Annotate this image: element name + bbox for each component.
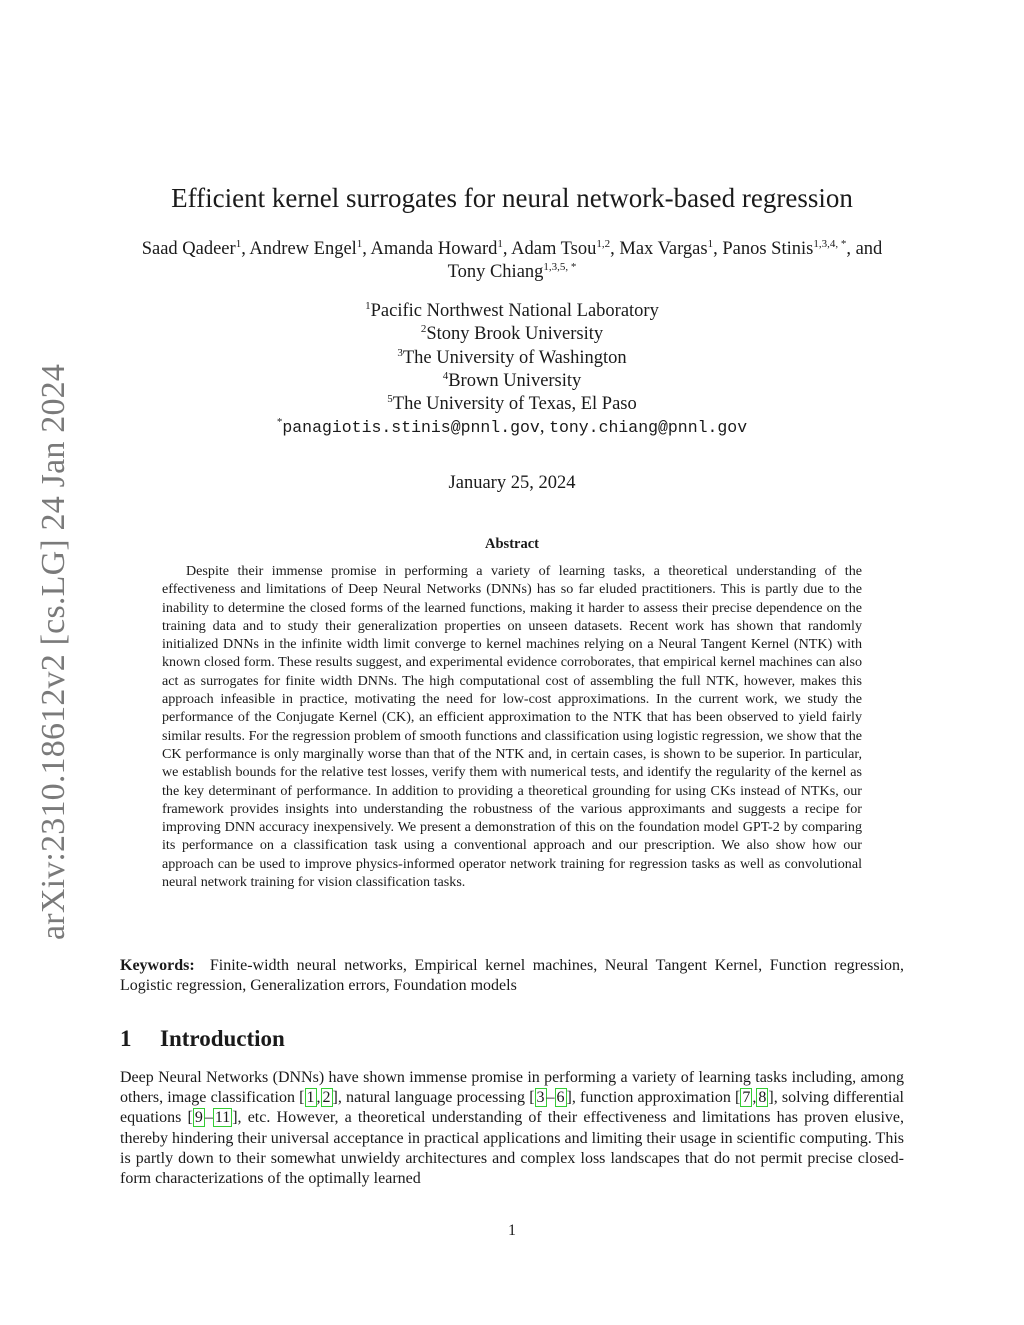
author-name: Andrew Engel [249,239,357,259]
author-name: Tony Chiang [447,262,544,282]
email-link[interactable]: panagiotis.stinis@pnnl.gov [282,418,540,438]
keywords-label: Keywords: [120,957,195,974]
affiliation-mark: 2 [420,323,427,336]
intro-text: ], function approximation [ [566,1089,741,1107]
abstract-text: Despite their immense promise in performing a variety of learning tasks, a theoretical understanding of the effectiveness and limitations of Deep Neural Networks (DNNs) has so far eluded practitioners. This is partly due to the inability to determine the closed forms of the learned functions, making it harder to assess their precise dependence on the training data and to study their generalization properties on unseen datasets. Recent work has shown that randomly initialized DNNs in the infinite width limit converge to kernel machines relying on a Neural Tangent Kernel (NTK) with known closed form. These results suggest, and experimental evidence corroborates, that empirical kernel machines can also act as surrogates for finite width DNNs. The high computational cost of assembling the full NTK, however, makes this approach infeasible in practice, motivating the need for low-cost approximations. In the current work, we study the performance of the Conjugate Kernel (CK), an efficient approximation to the NTK that has been observed to yield fairly similar results. For the regression problem of smooth functions and classification using logistic regression, we show that the CK performance is only marginally worse than that of the NTK and, in certain cases, is shown to be superior. In particular, we establish bounds for the relative test losses, verify them with numerical tests, and identify the regularity of the kernel as the key determinant of performance. In addition to providing a theoretical grounding for using CKs instead of NTKs, our framework provides insights into understanding the robustness of the various approximants and suggests a recipe for improving DNN accuracy inexpensively. We present a demonstration of this on the foundation model GPT-2 by comparing its performance on a classification task using a conventional approach and our prescription. We also show how our approach can be used to improve physics-informed operator network training for regression tasks as well as convolutional neural network training for vision classification tasks. [162,563,862,891]
author-affiliation-mark: 1 [235,237,242,250]
affiliation-item [0,370,1024,393]
affiliation-item [0,347,1024,370]
citation-link[interactable]: 2 [322,1089,331,1107]
intro-text: ], solving differential equations [ [120,1089,904,1127]
section-number: 1 [120,1026,132,1051]
author-name: Panos Stinis [722,239,814,259]
author-name: Amanda Howard [370,239,498,259]
author-affiliation-mark: 1,3,4, * [813,237,847,250]
citation-link[interactable]: 8 [758,1089,767,1107]
citation-link[interactable]: 6 [556,1089,565,1107]
citation-link[interactable]: 9 [194,1109,203,1127]
author-separator: , [610,239,620,259]
affiliation-mark: 3 [397,346,403,359]
citation-link[interactable]: 7 [742,1089,751,1107]
citation-link[interactable]: 3 [536,1089,545,1107]
section-title: Introduction [160,1026,285,1051]
intro-text: ], natural language processing [ [332,1089,535,1107]
keywords-text: Finite-width neural networks, Empirical kernel machines, Neural Tangent Kernel, Function regression, Logistic regression, Generalization errors, Foundation models [120,957,905,994]
author-affiliation-mark: 1 [356,237,363,250]
email-link[interactable]: tony.chiang@pnnl.gov [549,418,748,438]
citation-separator: , [752,1089,757,1107]
citation-separator: – [204,1109,213,1127]
citation-link[interactable]: 11 [214,1109,231,1127]
affiliation-mark: 5 [387,393,393,406]
affiliation-item [0,323,1024,346]
author-separator: , and [846,239,883,259]
affiliation-name: Stony Brook University [426,324,604,345]
author-name: Adam Tsou [511,239,597,259]
affiliation-item [0,300,1024,323]
affiliation-item [0,393,1024,416]
author-list [140,238,884,284]
affiliation-name: Pacific Northwest National Laboratory [370,301,659,321]
author-separator: , [241,239,250,259]
affiliation-name: The University of Texas, El Paso [392,394,637,415]
author-separator: , [502,239,512,259]
citation-link[interactable]: 1 [306,1089,315,1107]
author-separator: , [362,239,371,259]
abstract-heading: Abstract [485,536,539,552]
page-number: 1 [508,1222,516,1239]
intro-text: Deep Neural Networks (DNNs) have shown immense promise in performing a variety of learning tasks including, among others, image classification [ [120,1069,904,1107]
affiliation-name: Brown University [448,370,582,391]
author-affiliation-mark: 1,2 [596,237,611,250]
affiliation-mark: 1 [365,299,371,312]
keywords [120,956,904,996]
publication-date: January 25, 2024 [448,473,576,493]
author-affiliation-mark: 1 [497,237,503,250]
arxiv-identifier: arXiv:2310.18612v2 [cs.LG] 24 Jan 2024 [35,363,72,940]
contact-emails [0,416,1024,439]
paper-title: Efficient kernel surrogates for neural network-based regression [171,183,853,213]
affiliation-mark: 4 [442,369,449,382]
affiliation-name: The University of Washington [402,347,627,368]
corresponding-mark: * [276,416,283,429]
author-affiliation-mark: 1 [707,237,714,250]
author-affiliation-mark: 1,3,5, * [543,260,577,273]
affiliation-list [0,300,1024,440]
email-separator: , [539,417,550,438]
author-name: Saad Qadeer [141,239,236,259]
author-separator: , [713,239,723,259]
citation-separator: – [546,1089,555,1107]
intro-text: ], etc. However, a theoretical understanding of their effectiveness and limitations has proven elusive, thereby hindering their universal acceptance in practical applications and limiting their usage in scientific computing. This is partly down to their somewhat unwieldy architectures and complex loss landscapes that do not permit precise closed-form characterizations of the optimally learned [120,1109,904,1188]
author-name: Max Vargas [619,239,708,259]
citation-separator: , [316,1089,321,1107]
section-heading [120,1024,904,1054]
intro-paragraph [120,1068,904,1189]
